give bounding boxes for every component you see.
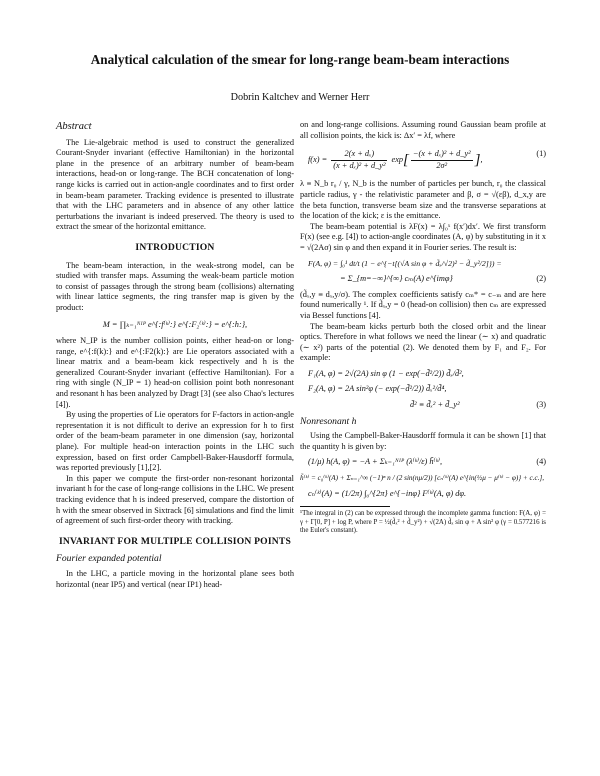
equation-3-line-2: F₂(A, φ) = 2A sin²φ (− exp(−d̃²/2)) d̃ₓ²/d̃⁴,	[308, 384, 447, 394]
equation-4	[300, 457, 546, 468]
footnote-rule	[300, 506, 390, 507]
eq4-number: (4)	[536, 457, 546, 467]
intro-paragraph-2: where N_IP is the number collision points, either head-on or long-range, e^{:f(k):} and e^{:F2(k):} are Lie operators associated with a linear matrix and a beam-beam kick respectively and h is the generalized Courant-Snyder invariant (effective Hamiltonian). For a ring with single (N_IP = 1) head-on collision point both nonresonant and resonant h has been analyzed by Dragt [3] (see also Chao's lectures [4]).	[56, 336, 294, 409]
fourier-subheading: Fourier expanded potential	[56, 553, 162, 565]
eq1-exp-numerator: −(x + dₓ)² + d_y²	[411, 149, 473, 161]
equation-3-line-1: F₁(A, φ) = 2√(2A) sin φ (1 − exp(−d̃²/2)) d̃ₓ/d̃²,	[308, 368, 464, 378]
equation-4-line-3: cₙ⁽ᵏ⁾(A) = (1/2π) ∫₀^{2π} e^{−inφ} F⁽ᵏ⁾(A, φ) dφ.	[308, 488, 467, 498]
equation-1: f(x) = $\frac{\text{2(x + dₓ)}}{\text{(x + dₓ)² + d\_y²}}$ exp[ $\frac{\text{−(x + dₓ)² + d\_y²}}{\text{2σ²}}$ ], (1)	[308, 149, 546, 170]
eq3-number: (3)	[536, 400, 546, 410]
intro-paragraph-1: The beam-beam interaction, in the weak-strong model, can be studied with transfer maps. Assuming the weak-beam particle motion to consist of passages through the strong beam (collisions) alternating with linear lattice segments, the ring transfer map is given by the product:	[56, 260, 294, 312]
equation-ring-map: M = ∏ₖ₌₁ᴺᴵᴾ e^{:f⁽ᵏ⁾:} e^{:F₂⁽ᵏ⁾:} = e^{:h:},	[102, 319, 248, 329]
equation-4-line-1: (1/μ) h(A, φ) = −A + Σₖ₌₁ᴺᴵᴾ (λ⁽ᵏ⁾/ε) h̃⁽ᵏ⁾,	[308, 457, 443, 467]
paper-authors: Dobrin Kaltchev and Werner Herr	[230, 92, 370, 103]
equation-4-line-2: h̃⁽ᵏ⁾ = c₀⁽ᵏ⁾(A) + Σₙ₌₁^∞ (−1)ⁿ n / (2 sin(nμ/2)) [cₙ⁽ᵏ⁾(A) e^{in(½μ − μ⁽ᵏ⁾ − φ)} + c.c.],	[300, 474, 545, 483]
eq1-denominator: (x + dₓ)² + d_y²	[333, 160, 386, 170]
cbh-paragraph: Using the Campbell-Baker-Hausdorff formula it can be shown [1] that the quantity h is given by:	[300, 431, 546, 451]
equation-3	[300, 400, 546, 411]
fourier-paragraph: In the LHC, a particle moving in the horizontal plane sees both horizontal (near IP5) and vertical (near IP1) head-	[56, 568, 294, 589]
potential-paragraph: The beam-beam potential is λF(x) = λ∫₀ˣ f(x′)dx′. We first transform F(x) (see e.g. [4]) to action-angle coordinates (A, φ) by substituting in it x = √(2Aσ) sin φ and then expand it in Fourier series. The result is:	[300, 221, 546, 252]
lambda-paragraph: λ ≡ N_b r₀ / γ, N_b is the number of particles per bunch, r₀ the classical particle radius, γ - the relativistic parameter and β, σ = √(εβ), d_x,y are the beta function, transverse beam size and the transverse separations at the location of the kick; ε is the emittance.	[300, 179, 546, 221]
eq1-exp-denominator: 2σ²	[436, 160, 448, 170]
kick-paragraph: on and long-range collisions. Assuming round Gaussian beam profile at all collision points, the kick is: Δx′ = λf, where	[300, 120, 546, 140]
eq1-number: (1)	[536, 149, 546, 159]
intro-paragraph-3: By using the properties of Lie operators for F-factors in action-angle representation it is not difficult to derive an expression for h to first order of the beam-beam parameter in one dimension (say, horizontal plane). For multiple head-on interaction points in the LHC such expression, based on first order Campbell-Baker-Hausdorff formula, was reported previously [1],[2].	[56, 410, 294, 473]
abstract-heading: Abstract	[56, 121, 92, 132]
coefficients-paragraph: (d̃ₓ,y ≡ dₓ,y/σ). The complex coefficients satisfy cₘ* = c₋ₘ and are here found numerically ¹. If d̃ₓ,y = 0 (head-on collision) then cₘ are expressed via Bessel functions [4].	[300, 289, 546, 320]
equation-3-line-3: d̃² ≡ d̃ₓ² + d̃_y²	[410, 400, 460, 410]
paper-title: Analytical calculation of the smear for long-range beam-beam interactions	[90, 52, 510, 67]
perturb-paragraph: The beam-beam kicks perturb both the closed orbit and the linear optics. Therefore in what follows we need the linear (∼ x) and quadratic (∼ x²) parts of the potential (2). We denoted them by F₁ and F₂. For example:	[300, 321, 546, 363]
eq1-numerator: 2(x + dₓ)	[331, 149, 387, 161]
left-column	[56, 120, 294, 590]
invariant-heading: INVARIANT FOR MULTIPLE COLLISION POINTS	[58, 535, 292, 547]
equation-2-line-2: = Σ_{m=−∞}^{∞} cₘ(A) e^{imφ}	[340, 274, 453, 284]
equation-2-line-1: F(A, φ) = ∫₀¹ dt/t (1 − e^{−t[(√A sin φ + d̃ₓ/√2)² − d̃_y²/2]}) =	[308, 258, 502, 268]
footnote: ¹The integral in (2) can be expressed through the incomplete gamma function: F(A, φ) = γ + Γ[0, P] + log P, where P = ½(d̃ₓ² + d̃_y²) + √(2A) d̃ₓ sin φ + A sin² φ (γ = 0.577216 is the Euler's constant).	[300, 510, 546, 535]
abstract-text: The Lie-algebraic method is used to construct the generalized Courant-Snyder invariant (effective Hamiltonian) in the horizontal plane in the presence of an arbitrary number of beam-beam interactions, head-on or long-range. The BCH concatenation of long-range kicks is carried out in action-angle coordinates and to first order in beam-beam parameter. Tracking evidence is presented to illustrate that with the LHC parameters and in absence of any other lattice perturbations the invariant is indeed preserved. The theory is used to extract the smear of the horizontal emittance.	[56, 137, 294, 232]
nonresonant-subheading: Nonresonant h	[300, 415, 357, 427]
intro-paragraph-4: In this paper we compute the first-order non-resonant horizontal invariant h for the case of long-range collisions in the LHC. We present tracking evidence that h is indeed preserved, compare the distortion of h with the smear observed in Sixtrack [6] simulations and find the limit of agreement of such first-order theory with tracking.	[56, 473, 294, 526]
equation-2	[300, 274, 546, 285]
introduction-heading: INTRODUCTION	[135, 241, 215, 253]
right-column	[300, 120, 546, 535]
eq2-number: (2)	[536, 274, 546, 284]
